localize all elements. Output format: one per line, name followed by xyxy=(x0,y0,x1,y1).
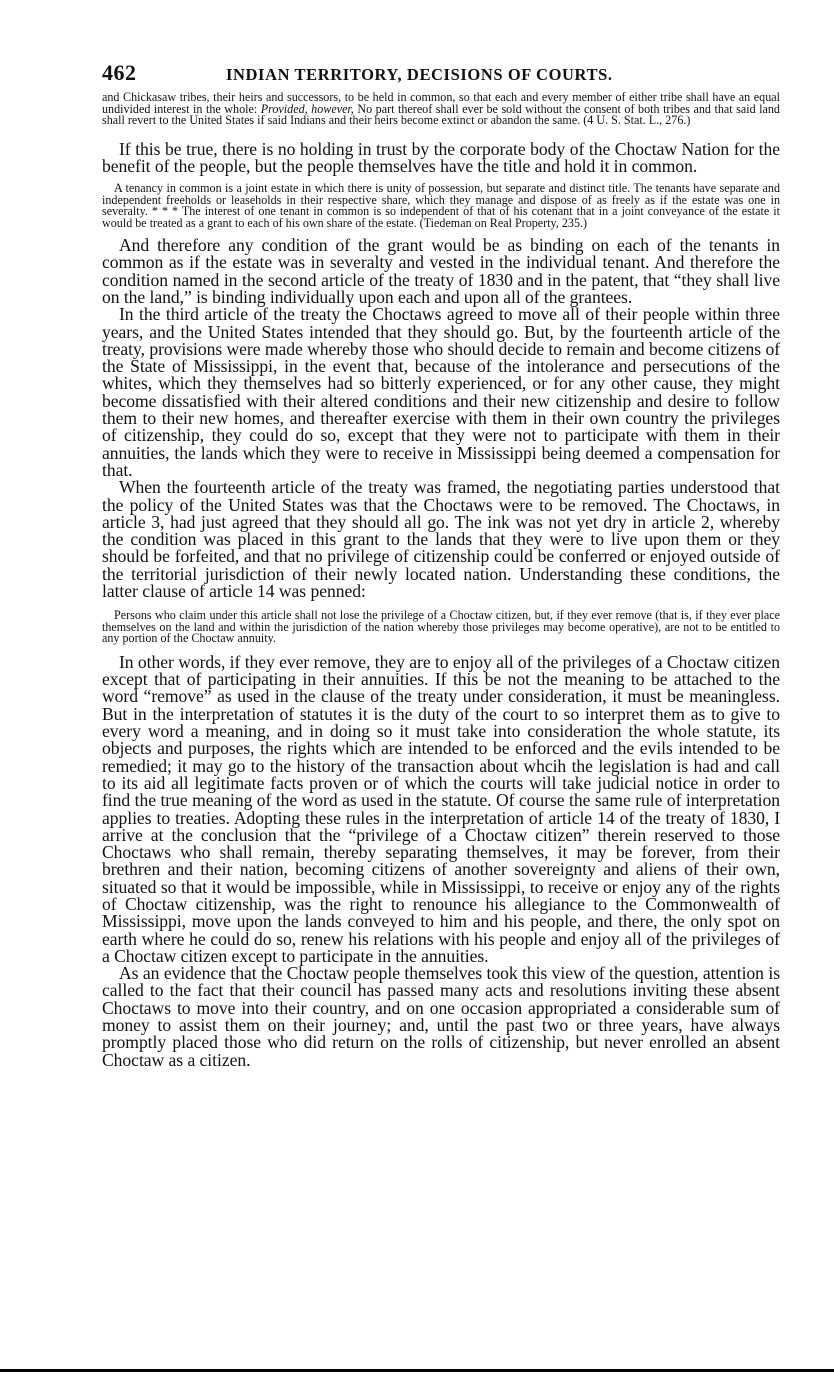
block-quote-statute xyxy=(102,92,780,127)
quote-text-before: and Chickasaw tribes, their heirs and successors, to be held in common, so that each and every member of either tribe shall have an equal undivided interest in the whole: xyxy=(102,90,780,116)
page-header xyxy=(102,58,780,92)
block-quote-article-14: Persons who claim under this article shall not lose the privilege of a Choctaw citizen, but, if they ever remove (that is, if they ever place themselves on the land and within the jurisdiction of the nation whereby those privileges may become operative), are not to be entitled to any portion of the Choctaw annuity. xyxy=(102,608,780,646)
page-number: 462 xyxy=(102,60,137,85)
paragraph-other-words: In other words, if they ever remove, they are to enjoy all of the privileges of a Choctaw citizen except that of participating in their annuities. If this be not the meaning to be attached to the word “remove” as used in the clause of the treaty under consideration, it must be meaningless. But in the interpretation of statutes it is the duty of the court to so interpret them as to give to every word a meaning, and in doing so it must take into consideration the whole statute, its objects and purposes, the rights which are intended to be enforced and the evils intended to be remedied; it may go to the history of the transaction about whcih the legislation is had and call to its aid all legitimate facts proven or of which the courts will take judicial notice in order to find the true meaning of the word as used in the statute. Of course the same rule of interpretation applies to treaties. Adopting these rules in the interpretation of article 14 of the treaty of 1830, I arrive at the conclusion that the “privilege of a Choctaw citizen” therein reserved to those Choctaws who shall remain, thereby separating themselves, it may be forever, from their brethren and their nation, becoming citizens of another sovereignty and aliens of their own, situated so that it would be impossible, while in Mississippi, to receive or enjoy any of the rights of Choctaw citizenship, was the right to renounce his allegiance to the Commonwealth of Mississippi, move upon the lands conveyed to him and his people, and there, the only spot on earth where he could do so, renew his relations with his people and enjoy all of the privileges of a Choctaw citizen except to participate in the annuities. xyxy=(102,651,780,966)
paragraph-third-article: In the third article of the treaty the Choctaws agreed to move all of their people within three years, and the United States intended that they should go. But, by the fourteenth article of the treaty, provisions were made whereby those who should decide to remain and become citizens of the State of Mississippi, in the event that, because of the intolerance and persecutions of the whites, which they themselves had so bitterly experienced, or for any other cause, they might become dissatisfied with their altered conditions and their new citizenship and desire to follow them to their new homes, and thereafter exercise with them in their own country the privileges of citizenship, they could do so, except that they were not to participate with them in their annuities, the lands which they were to receive in Mississippi being deemed a compensation for that. xyxy=(102,304,780,480)
paragraph-evidence: As an evidence that the Choctaw people themselves took this view of the question, attention is called to the fact that their council has passed many acts and resolutions inviting these absent Choctaws to move into their country, and on one occasion appropriated a considerable sum of money to assist them on their journey; and, until the past two or three years, have always promptly placed those who did return on the rolls of citizenship, but never enrolled an absent Choctaw as a citizen. xyxy=(102,963,780,1070)
paragraph-condition-binding: And therefore any condition of the grant would be as binding on each of the tenants in common as if the estate was in severalty and vested in the individual tenant. And therefore the condition named in the second article of the treaty of 1830 and in the patent, that “they shall live on the land,” is binding individually upon each and upon all of the grantees. xyxy=(102,235,780,307)
running-head: INDIAN TERRITORY, DECISIONS OF COURTS. xyxy=(226,65,613,84)
paragraph-title-in-common: If this be true, there is no holding in trust by the corporate body of the Choctaw Nation for the benefit of the people, but the people themselves have the title and hold it in common. xyxy=(102,138,780,176)
page-bottom-edge xyxy=(0,1369,834,1372)
page xyxy=(102,58,780,1069)
quote-text-after: No part thereof shall ever be sold without the consent of both tribes and that said land shall revert to the United States if said Indians and their heirs become extinct or abandon the same. (4 U. S. Stat. L., 276.) xyxy=(102,101,780,127)
block-quote-tenancy: A tenancy in common is a joint estate in which there is unity of possession, but separate and distinct title. The tenants have separate and independent freeholds or leaseholds in their respective share, which they manage and dispose of as freely as if the estate was one in severalty. * * * The interest of one tenant in common is so independent of that of his cotenant that in a joint conveyance of the estate it would be treated as a grant to each of his own share of the estate. (Tiedeman on Real Property, 235.) xyxy=(102,181,780,230)
paragraph-fourteenth-article: When the fourteenth article of the treaty was framed, the negotiating parties understood that the policy of the United States was that the Choctaws were to be removed. The Choctaws, in article 3, had just agreed that they should all go. The ink was not yet dry in article 2, whereby the condition was placed in this grant to the lands that they were to live upon them or they should be forfeited, and that no privilege of citizenship could be conferred or enjoyed outside of the territorial jurisdiction of their newly located nation. Understanding these conditions, the latter clause of article 14 was penned: xyxy=(102,477,780,602)
quote-italic-proviso: Provided, however, xyxy=(260,101,354,116)
